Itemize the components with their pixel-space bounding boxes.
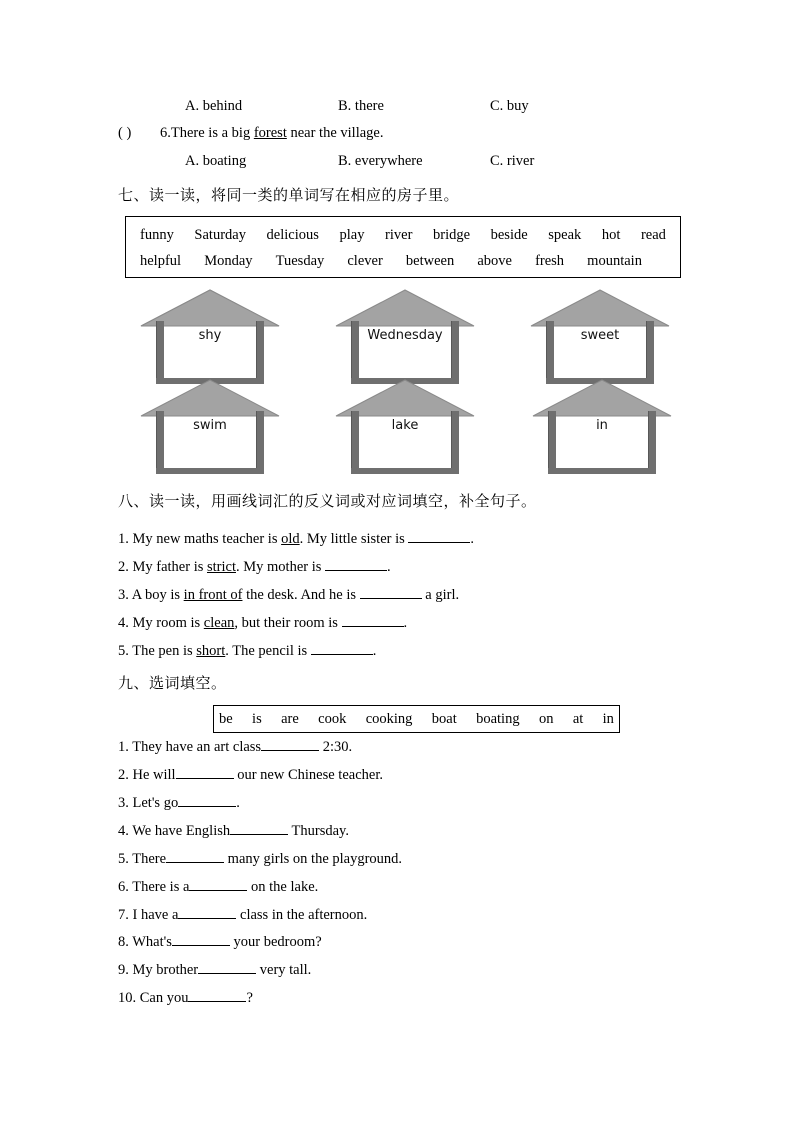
- answer-blank[interactable]: [311, 641, 373, 655]
- item-number: 10.: [118, 990, 137, 1006]
- item-number: 2.: [118, 767, 129, 783]
- section8-item-4: [118, 613, 407, 632]
- section8-item-5: [118, 641, 376, 660]
- word-chip: read: [640, 226, 666, 243]
- word-chip: bridge: [432, 226, 471, 243]
- item-text-after: .: [236, 795, 240, 811]
- word-chip: speak: [548, 226, 582, 243]
- section9-item-4: [118, 821, 349, 840]
- word-chip: between: [405, 252, 455, 269]
- item-text-tail: .: [470, 531, 474, 547]
- item-text-before: A boy is: [128, 587, 184, 603]
- section8-item-2: [118, 557, 391, 576]
- word-chip: be: [219, 710, 233, 727]
- section9-item-9: [118, 960, 311, 979]
- answer-blank[interactable]: [261, 737, 319, 751]
- word-chip: helpful: [140, 252, 182, 269]
- answer-blank[interactable]: [172, 932, 230, 946]
- item-number: 5.: [118, 643, 129, 659]
- word-chip: at: [572, 710, 584, 727]
- item-text-after: many girls on the playground.: [224, 851, 403, 867]
- word-chip: boating: [476, 710, 520, 727]
- word-chip: clever: [347, 252, 383, 269]
- section9-item-10: [118, 988, 253, 1007]
- item-text-before: They have an art class: [128, 739, 262, 755]
- house-label: shy: [198, 328, 222, 343]
- answer-blank[interactable]: [189, 877, 247, 891]
- answer-blank[interactable]: [176, 765, 234, 779]
- section8-heading: 八、读一读，用画线词汇的反义词或对应词填空，补全句子。: [118, 492, 537, 510]
- item-text-before: The pen is: [128, 643, 197, 659]
- word-chip: river: [385, 226, 413, 243]
- item-text-after: on the lake.: [247, 879, 319, 895]
- item-text-after: . The pencil is: [225, 643, 311, 659]
- item-text-before: There: [128, 851, 167, 867]
- item-text-after: ?: [246, 990, 253, 1006]
- item-text-before: My room is: [128, 615, 204, 631]
- item-text-tail: .: [387, 559, 391, 575]
- question6-option-b: B. everywhere: [338, 153, 423, 169]
- word-chip: is: [252, 710, 262, 727]
- item-number: 1.: [118, 739, 129, 755]
- word-chip: on: [538, 710, 554, 727]
- item-text-after: . My mother is: [236, 559, 326, 575]
- word-chip: are: [281, 710, 299, 727]
- item-text-before: My brother: [128, 962, 199, 978]
- item-text-after: , but their room is: [234, 615, 342, 631]
- answer-blank[interactable]: [166, 849, 224, 863]
- word-chip: Monday: [204, 252, 253, 269]
- house-label: Wednesday: [367, 328, 443, 343]
- house-lake[interactable]: [335, 378, 475, 476]
- answer-blank[interactable]: [178, 793, 236, 807]
- item-number: 3.: [118, 587, 129, 603]
- question6-option-a: A. boating: [185, 153, 247, 169]
- item-underlined-word: strict: [207, 559, 236, 575]
- word-chip: delicious: [266, 226, 319, 243]
- section9-heading: 九、选词填空。: [118, 674, 227, 692]
- house-label: swim: [193, 418, 227, 433]
- house-swim[interactable]: [140, 378, 280, 476]
- question5-option-c: C. buy: [490, 98, 529, 114]
- item-text-before: He will: [128, 767, 176, 783]
- item-underlined-word: in front of: [183, 587, 243, 603]
- question6-text-after: near the village.: [286, 125, 384, 141]
- section9-item-5: [118, 849, 402, 868]
- question6-number: 6.: [160, 125, 171, 141]
- section9-item-8: [118, 932, 322, 951]
- house-base: [351, 468, 459, 474]
- item-number: 7.: [118, 907, 129, 923]
- item-underlined-word: clean: [203, 615, 235, 631]
- item-number: 2.: [118, 559, 129, 575]
- item-text-after: class in the afternoon.: [236, 907, 368, 923]
- item-text-after: Thursday.: [288, 823, 349, 839]
- item-text-after: 2:30.: [319, 739, 353, 755]
- item-number: 6.: [118, 879, 129, 895]
- item-number: 3.: [118, 795, 129, 811]
- word-chip: cook: [318, 710, 347, 727]
- section9-item-2: [118, 765, 383, 784]
- item-text-before: My new maths teacher is: [128, 531, 282, 547]
- item-text-before: There is a: [128, 879, 190, 895]
- house-sweet[interactable]: [530, 288, 670, 386]
- word-chip: funny: [140, 226, 174, 243]
- word-chip: boat: [431, 710, 457, 727]
- section9-item-6: [118, 877, 318, 896]
- answer-blank[interactable]: [360, 585, 422, 599]
- item-underlined-word: short: [196, 643, 226, 659]
- section9-item-7: [118, 905, 367, 924]
- word-chip: mountain: [587, 252, 642, 269]
- item-text-after: . My little sister is: [299, 531, 409, 547]
- item-number: 1.: [118, 531, 129, 547]
- item-underlined-word: old: [281, 531, 300, 547]
- question5-option-b: B. there: [338, 98, 384, 114]
- section8-item-1: [118, 529, 474, 548]
- item-number: 4.: [118, 823, 129, 839]
- answer-blank[interactable]: [408, 529, 470, 543]
- word-chip: cooking: [365, 710, 413, 727]
- item-text-after: very tall.: [256, 962, 312, 978]
- word-chip: Tuesday: [275, 252, 325, 269]
- word-chip: play: [339, 226, 365, 243]
- item-text-before: I have a: [128, 907, 179, 923]
- house-label: sweet: [580, 328, 620, 343]
- item-text-before: What's: [128, 934, 172, 950]
- item-text-after: our new Chinese teacher.: [233, 767, 383, 783]
- house-label: in: [596, 418, 608, 433]
- section9-item-1: [118, 737, 352, 756]
- item-text-after: your bedroom?: [229, 934, 322, 950]
- item-number: 8.: [118, 934, 129, 950]
- section9-word-bank: [213, 705, 620, 733]
- item-text-tail: a girl.: [421, 587, 460, 603]
- question6-option-c: C. river: [490, 153, 535, 169]
- item-text-after: the desk. And he is: [242, 587, 360, 603]
- item-text-before: Can you: [136, 990, 189, 1006]
- section7-word-box: [125, 216, 681, 278]
- section8-item-3: [118, 585, 459, 604]
- item-text-tail: .: [403, 615, 408, 631]
- section9-item-3: [118, 793, 240, 812]
- house-base: [548, 468, 656, 474]
- item-text-before: We have English: [128, 823, 231, 839]
- answer-blank[interactable]: [342, 613, 404, 627]
- section7-heading: 七、读一读，将同一类的单词写在相应的房子里。: [118, 186, 460, 204]
- house-in[interactable]: [532, 378, 672, 476]
- section7-word-row-1: [140, 222, 666, 248]
- item-number: 5.: [118, 851, 129, 867]
- answer-blank[interactable]: [198, 960, 256, 974]
- house-base: [156, 468, 264, 474]
- word-chip: fresh: [535, 252, 565, 269]
- section7-word-row-2: [140, 248, 666, 274]
- question6-text: [160, 124, 383, 142]
- item-text-before: My father is: [128, 559, 207, 575]
- house-shy[interactable]: [140, 288, 280, 386]
- question6-underlined-word: forest: [253, 125, 287, 141]
- answer-blank[interactable]: [325, 557, 387, 571]
- question6-text-before: There is a big: [170, 125, 254, 141]
- item-text-tail: .: [372, 643, 377, 659]
- house-wednesday[interactable]: [335, 288, 475, 386]
- item-number: 4.: [118, 615, 129, 631]
- word-chip: hot: [601, 226, 621, 243]
- word-chip: in: [602, 710, 614, 727]
- word-chip: beside: [490, 226, 528, 243]
- word-chip: above: [477, 252, 512, 269]
- answer-blank[interactable]: [188, 988, 246, 1002]
- question6-answer-paren[interactable]: ( ): [118, 125, 132, 141]
- word-chip: Saturday: [194, 226, 246, 243]
- item-text-before: Let's go: [128, 795, 179, 811]
- item-number: 9.: [118, 962, 129, 978]
- house-label: lake: [391, 418, 419, 433]
- section9-word-row: [219, 706, 614, 732]
- answer-blank[interactable]: [178, 905, 236, 919]
- question5-option-a: A. behind: [185, 98, 243, 114]
- answer-blank[interactable]: [230, 821, 288, 835]
